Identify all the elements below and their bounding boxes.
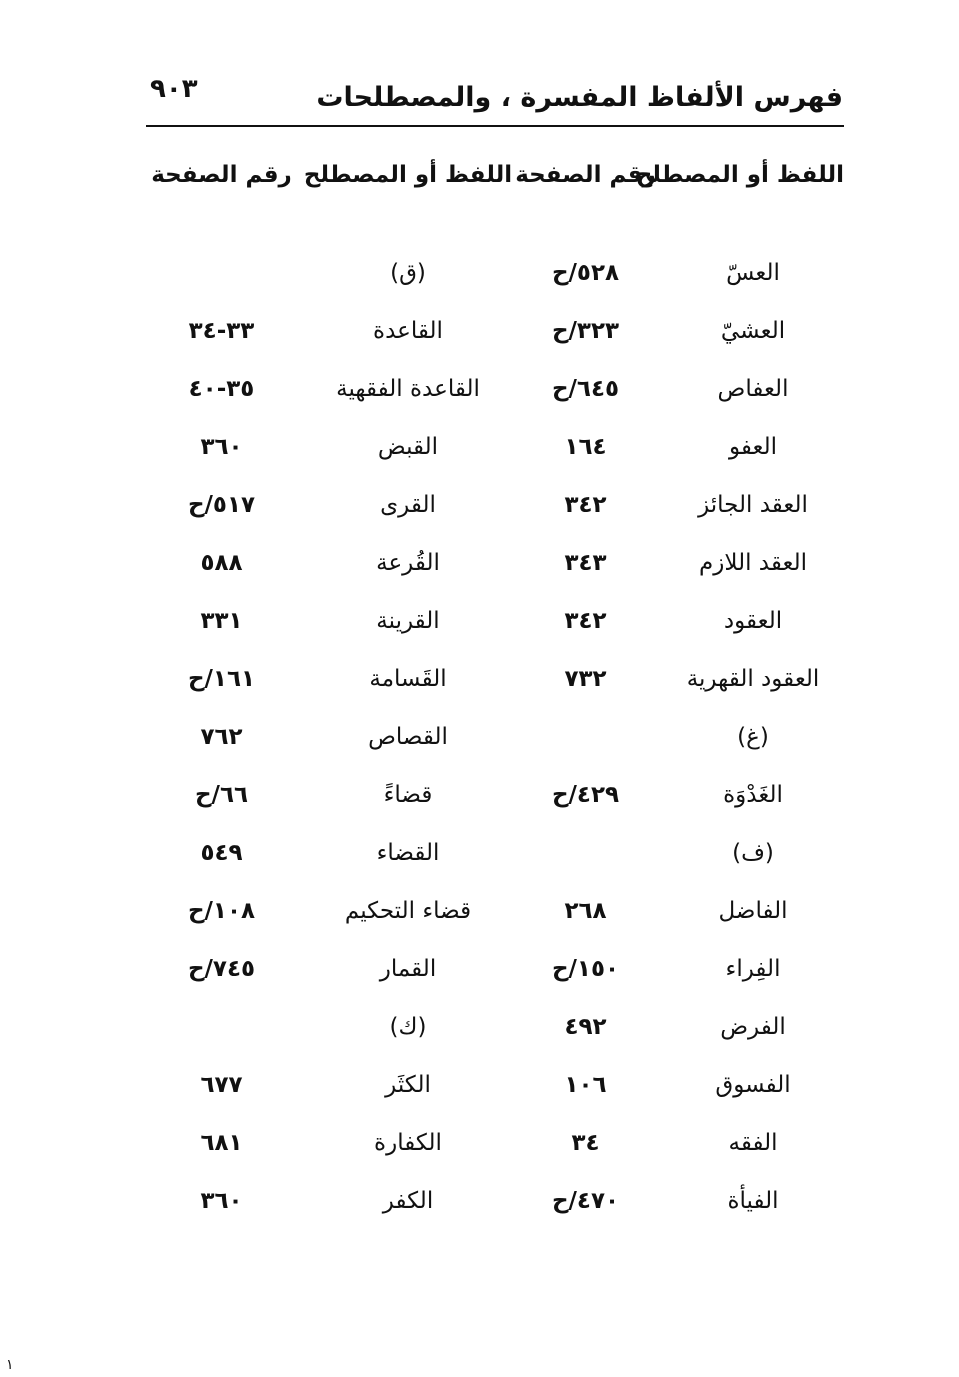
index-table-body [140,244,848,1230]
table-row [140,302,848,360]
term-cell: قضاء التحكيم [344,898,472,924]
term-cell: القرينة [376,608,440,634]
term-cell: القضاء [376,840,440,866]
page-number: ٩٠٣ [150,74,198,104]
page-cell: ٣٤٢ [564,608,607,634]
page-cell: ١٦١/ح [187,666,256,692]
table-row [140,1114,848,1172]
term-cell: الفسوق [715,1072,791,1098]
page-cell: ٧٣٢ [564,666,607,692]
index-table [140,150,848,1230]
term-cell: القاعدة الفقهية [336,376,480,402]
table-row [140,824,848,882]
term-cell: الكفارة [374,1130,442,1156]
term-cell: العقد الجائز [698,492,808,518]
table-row [140,882,848,940]
term-cell: (ق) [390,260,426,286]
term-cell: الفاضل [718,898,788,924]
page-cell: ٤٢٩/ح [551,782,620,808]
table-row [140,940,848,998]
page-cell: ٥٨٨ [200,550,243,576]
term-cell: القَسامة [369,666,447,692]
header-rule [146,125,844,127]
table-row [140,1172,848,1230]
term-cell: القرى [380,492,436,518]
term-cell: العشيّ [720,318,786,344]
table-row [140,244,848,302]
page-cell: ١٦٤ [564,434,607,460]
table-row [140,360,848,418]
page-cell: ١٠٦ [564,1072,607,1098]
header-page-2: رقم الصفحة [151,162,292,188]
term-cell: الفرض [720,1014,786,1040]
term-cell: (غ) [737,724,769,750]
term-cell: قضاءً [383,782,433,808]
term-cell: العقود القهرية [686,666,820,692]
page-cell: ٣٦٠ [200,1188,243,1214]
header-page-1: رقم الصفحة [515,162,656,188]
term-cell: العفاص [717,376,789,402]
page-cell: ٦٨١ [200,1130,243,1156]
page-cell: ٧٤٥/ح [187,956,256,982]
term-cell: الفِراء [725,956,781,982]
page-cell: ٣٤٢ [564,492,607,518]
term-cell: العقد اللازم [699,550,807,576]
page-cell: ٣٥-٤٠ [188,376,255,402]
page-cell: ٥٢٨/ح [551,260,620,286]
table-row [140,766,848,824]
term-cell: الكفر [382,1188,434,1214]
page-cell: ١٥٠/ح [551,956,620,982]
page-cell: ٤٧٠/ح [551,1188,620,1214]
page-cell: ٦٦/ح [194,782,249,808]
term-cell: القصاص [368,724,448,750]
page-cell: ٥٤٩ [200,840,243,866]
page-cell: ٣٦٠ [200,434,243,460]
page-cell: ٣٢٣/ح [551,318,620,344]
page-cell: ٧٦٢ [200,724,243,750]
term-cell: الغَدْوَة [723,782,783,808]
table-row [140,476,848,534]
page-cell: ١٠٨/ح [187,898,256,924]
term-cell: القمار [379,956,437,982]
corner-mark: ١ [6,1357,14,1373]
term-cell: الكثَر [385,1072,431,1098]
table-row [140,708,848,766]
page-cell: ٣٣١ [200,608,243,634]
index-table-header [140,150,848,200]
table-row [140,998,848,1056]
term-cell: الفقه [728,1130,778,1156]
running-title: فهرس الألفاظ المفسرة ، والمصطلحات [316,82,843,113]
page-cell: ٣٤٣ [564,550,607,576]
header-term-1: اللفظ أو المصطلح [635,162,844,188]
page-cell: ٣٣-٣٤ [188,318,255,344]
table-row [140,534,848,592]
page-cell: ٣٤ [571,1130,600,1156]
table-row [140,418,848,476]
term-cell: القبض [377,434,439,460]
term-cell: (ك) [389,1014,427,1040]
term-cell: العسّ [726,260,780,286]
term-cell: العفو [728,434,777,460]
page-cell: ٥١٧/ح [187,492,256,518]
page-cell: ٢٦٨ [564,898,607,924]
term-cell: العقود [723,608,783,634]
page-cell: ٦٤٥/ح [551,376,620,402]
term-cell: (ف) [732,840,774,866]
header-term-2: اللفظ أو المصطلح [303,162,513,188]
term-cell: القُرعة [376,550,440,576]
page-cell: ٦٧٧ [200,1072,243,1098]
table-row [140,592,848,650]
table-row [140,1056,848,1114]
table-row [140,650,848,708]
term-cell: الفيأة [727,1188,779,1214]
term-cell: القاعدة [373,318,443,344]
page-cell: ٤٩٢ [564,1014,607,1040]
